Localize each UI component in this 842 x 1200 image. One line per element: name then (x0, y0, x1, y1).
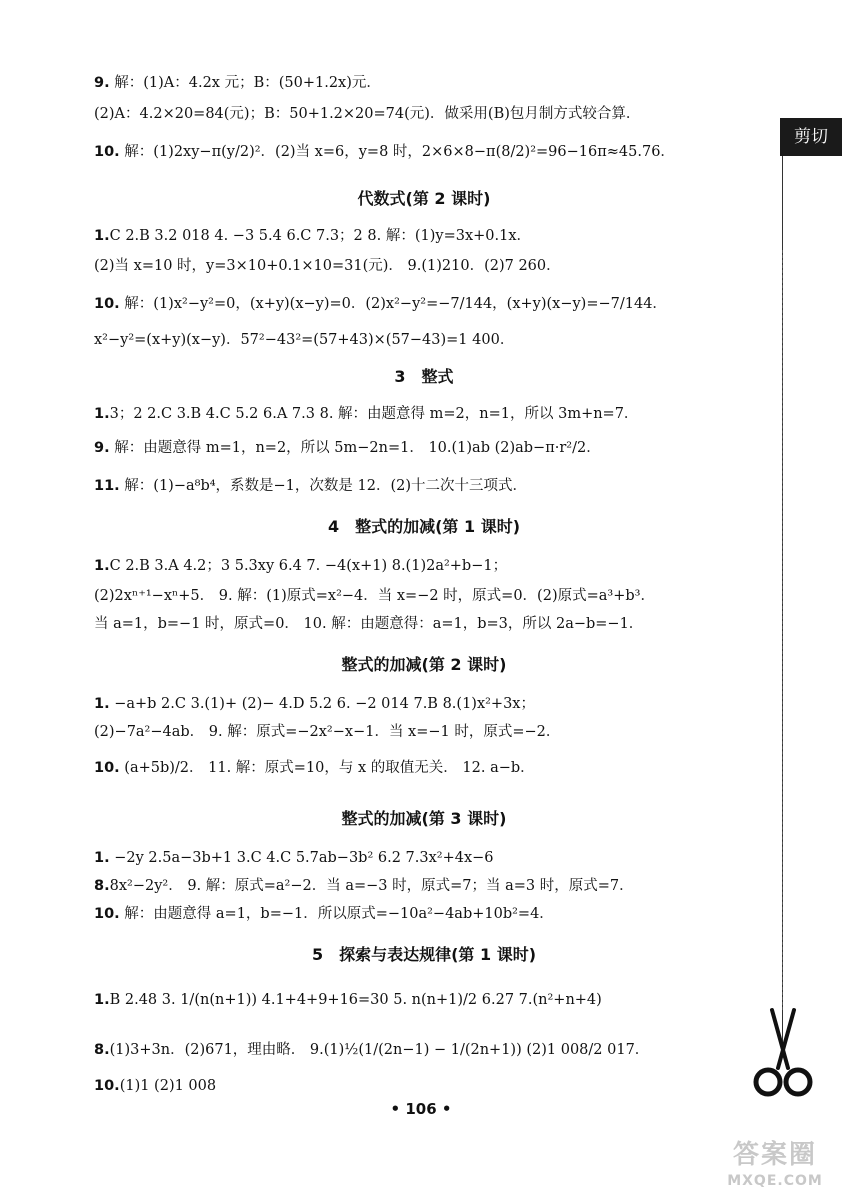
answer-line: 当 a=1，b=−1 时，原式=0． 10. 解：由题意得：a=1，b=3，所以 2a−b=−1． (94, 616, 644, 632)
answer-line: 1.C 2.B 3.2 018 4. −3 5.4 6.C 7.3；2 8. 解：(1)y=3x+0.1x． (94, 228, 532, 244)
answer-line: 8.8x²−2y²． 9. 解：原式=a²−2．当 a=−3 时，原式=7；当 a=3 时，原式=7． (94, 878, 634, 894)
answer-line: (2)2xⁿ⁺¹−xⁿ+5． 9. 解：(1)原式=x²−4．当 x=−2 时，原式=0．(2)原式=a³+b³． (94, 588, 655, 604)
answer-line: 1. −a+b 2.C 3.(1)+ (2)− 4.D 5.2 6. −2 014 7.B 8.(1)x²+3x； (94, 696, 535, 712)
answer-line: 10.(1)1 (2)1 008 (94, 1078, 217, 1094)
answer-line: (2)A：4.2×20=84(元)；B：50+1.2×20=74(元)．做采用(B)包月制方式较合算． (94, 106, 641, 122)
page-number: • 106 • (390, 1100, 452, 1118)
cut-line-tab: 剪切线 (780, 118, 842, 156)
watermark-chars: 答案圈 (732, 1140, 817, 1170)
answer-line: 1.B 2.48 3. 1/(n(n+1)) 4.1+4+9+16=30 5. n(n+1)/2 6.27 7.(n²+n+4) (94, 992, 602, 1008)
cut-line-dashed (782, 250, 783, 1010)
answer-line: 10. (a+5b)/2． 11. 解：原式=10，与 x 的取值无关． 12. a−b． (94, 760, 535, 776)
answer-line: 1. −2y 2.5a−3b+1 3.C 4.C 5.7ab−3b² 6.2 7.3x²+4x−6 (94, 850, 494, 866)
section-heading: 4 整式的加减(第 1 课时) (327, 517, 521, 536)
answer-line: 10. 解：由题意得 a=1，b=−1．所以原式=−10a²−4ab+10b²=4． (94, 906, 554, 922)
section-heading: 3 整式 (394, 367, 454, 386)
answer-line: 10. 解：(1)2xy−π(y/2)²．(2)当 x=6，y=8 时，2×6×8−π(8/2)²=96−16π≈45.76． (94, 144, 675, 160)
answer-line: 1.C 2.B 3.A 4.2；3 5.3xy 6.4 7. −4(x+1) 8.(1)2a²+b−1； (94, 558, 508, 574)
answer-line: 1.3；2 2.C 3.B 4.C 5.2 6.A 7.3 8. 解：由题意得 m=2，n=1，所以 3m+n=7． (94, 406, 639, 422)
watermark (710, 1138, 840, 1198)
section-heading: 整式的加减(第 3 课时) (341, 809, 507, 828)
answer-line: 10. 解：(1)x²−y²=0，(x+y)(x−y)=0．(2)x²−y²=−7/144，(x+y)(x−y)=−7/144． (94, 296, 667, 312)
answer-line: 9. 解：由题意得 m=1，n=2，所以 5m−2n=1． 10.(1)ab (2)ab−π·r²/2． (94, 440, 601, 456)
answer-line: 11. 解：(1)−a⁸b⁴，系数是−1，次数是 12．(2)十二次十三项式． (94, 478, 528, 494)
section-heading: 整式的加减(第 2 课时) (341, 655, 507, 674)
section-heading: 5 探索与表达规律(第 1 课时) (311, 945, 537, 964)
section-heading: 代数式(第 2 课时) (357, 189, 491, 208)
answer-line: (2)−7a²−4ab． 9. 解：原式=−2x²−x−1．当 x=−1 时，原式=−2． (94, 724, 561, 740)
answer-line: (2)当 x=10 时，y=3×10+0.1×10=31(元)． 9.(1)210．(2)7 260． (94, 258, 561, 274)
answer-line: 9. 解：(1)A：4.2x 元；B：(50+1.2x)元． (94, 75, 381, 91)
watermark-url: MXQE.COM (727, 1173, 823, 1189)
answer-line: x²−y²=(x+y)(x−y)．57²−43²=(57+43)×(57−43)=1 400． (94, 332, 515, 348)
answer-line: 8.(1)3+3n．(2)671，理由略． 9.(1)½(1/(2n−1) − 1/(2n+1)) (2)1 008/2 017． (94, 1042, 650, 1058)
scissors-icon (748, 1010, 818, 1100)
